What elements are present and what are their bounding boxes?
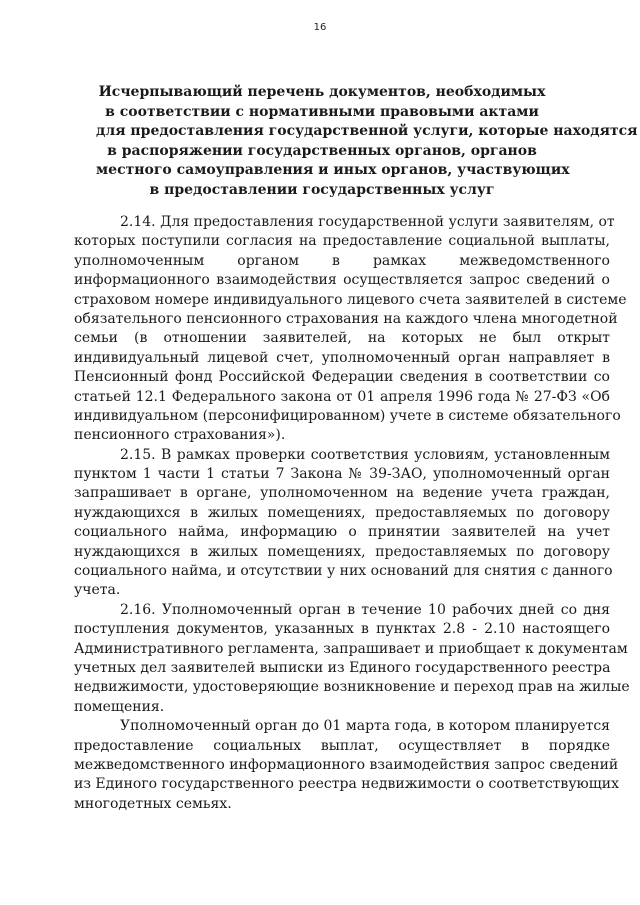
paragraph-line: Административного регламента, запрашивает и приобщает к документам bbox=[74, 640, 628, 657]
paragraph-line: запрашивает в органе, уполномоченном на ведение учета граждан, bbox=[74, 485, 610, 502]
paragraph-line: Пенсионный фонд Российской Федерации сведения в соответствии со bbox=[74, 369, 610, 386]
page-number: 16 bbox=[313, 22, 327, 33]
paragraph-line: 2.14. Для предоставления государственной услуги заявителям, от bbox=[120, 214, 615, 230]
paragraph-line: 2.16. Уполномоченный орган в течение 10 рабочих дней со дня bbox=[120, 601, 610, 618]
section-heading bbox=[96, 83, 638, 200]
heading-line: местного самоуправления и иных органов, участвующих bbox=[96, 162, 570, 178]
paragraph bbox=[74, 601, 630, 717]
paragraph-line: нуждающихся в жилых помещениях, предоставляемых по договору bbox=[74, 504, 610, 521]
paragraph-line: многодетных семьях. bbox=[74, 795, 232, 812]
paragraph-line: индивидуальный лицевой счет, уполномоченный орган направляет в bbox=[74, 349, 610, 366]
paragraph-line: семьи (в отношении заявителей, на которых не был открыт bbox=[74, 330, 610, 347]
paragraph-line: Уполномоченный орган до 01 марта года, в котором планируется bbox=[120, 718, 610, 735]
paragraph-line: обязательного пенсионного страхования на каждого члена многодетной bbox=[74, 310, 618, 327]
paragraph-line: статьей 12.1 Федерального закона от 01 апреля 1996 года № 27-ФЗ «Об bbox=[74, 388, 610, 405]
paragraph-line: индивидуальном (персонифицированном) учете в системе обязательного bbox=[74, 407, 621, 424]
paragraph-line: предоставление социальных выплат, осуществляет в порядке bbox=[74, 737, 610, 754]
paragraph bbox=[74, 213, 627, 446]
paragraph bbox=[74, 446, 613, 601]
paragraph-line: учета. bbox=[74, 582, 121, 599]
paragraph-line: помещения. bbox=[74, 698, 165, 715]
paragraph-line: уполномоченным органом в рамках межведомственного bbox=[74, 252, 610, 269]
paragraph-line: социального найма, информацию о принятии заявителей на учет bbox=[74, 524, 610, 541]
paragraph bbox=[74, 717, 619, 814]
heading-line: в распоряжении государственных органов, органов bbox=[107, 142, 537, 159]
paragraph-line: социального найма, и отсутствии у них оснований для снятия с данного bbox=[74, 563, 613, 580]
paragraph-line: страховом номере индивидуального лицевого счета заявителей в системе bbox=[74, 291, 627, 308]
paragraph-line: нуждающихся в жилых помещениях, предоставляемых по договору bbox=[74, 543, 610, 560]
paragraph-line: межведомственного информационного взаимодействия запрос сведений bbox=[74, 756, 619, 773]
heading-line: для предоставления государственной услуги, которые находятся bbox=[96, 123, 638, 139]
heading-line: в соответствии с нормативными правовыми актами bbox=[105, 103, 539, 120]
paragraph-line: пенсионного страхования»). bbox=[74, 427, 286, 444]
paragraph-line: из Единого государственного реестра недвижимости о соответствующих bbox=[74, 776, 619, 793]
paragraph-line: недвижимости, удостоверяющие возникновение и переход прав на жилые bbox=[74, 679, 630, 696]
paragraph-line: поступления документов, указанных в пунктах 2.8 - 2.10 настоящего bbox=[74, 621, 610, 638]
paragraph-line: которых поступили согласия на предоставление социальной выплаты, bbox=[74, 233, 610, 250]
document-body bbox=[74, 213, 630, 814]
heading-line: в предоставлении государственных услуг bbox=[149, 181, 495, 198]
paragraph-line: пунктом 1 части 1 статьи 7 Закона № 39-ЗАО, уполномоченный орган bbox=[74, 466, 610, 483]
heading-line: Исчерпывающий перечень документов, необходимых bbox=[98, 84, 546, 100]
paragraph-line: 2.15. В рамках проверки соответствия условиям, установленным bbox=[120, 446, 610, 463]
paragraph-line: информационного взаимодействия осуществляется запрос сведений о bbox=[74, 272, 610, 289]
paragraph-line: учетных дел заявителей выписки из Единого государственного реестра bbox=[74, 659, 611, 676]
